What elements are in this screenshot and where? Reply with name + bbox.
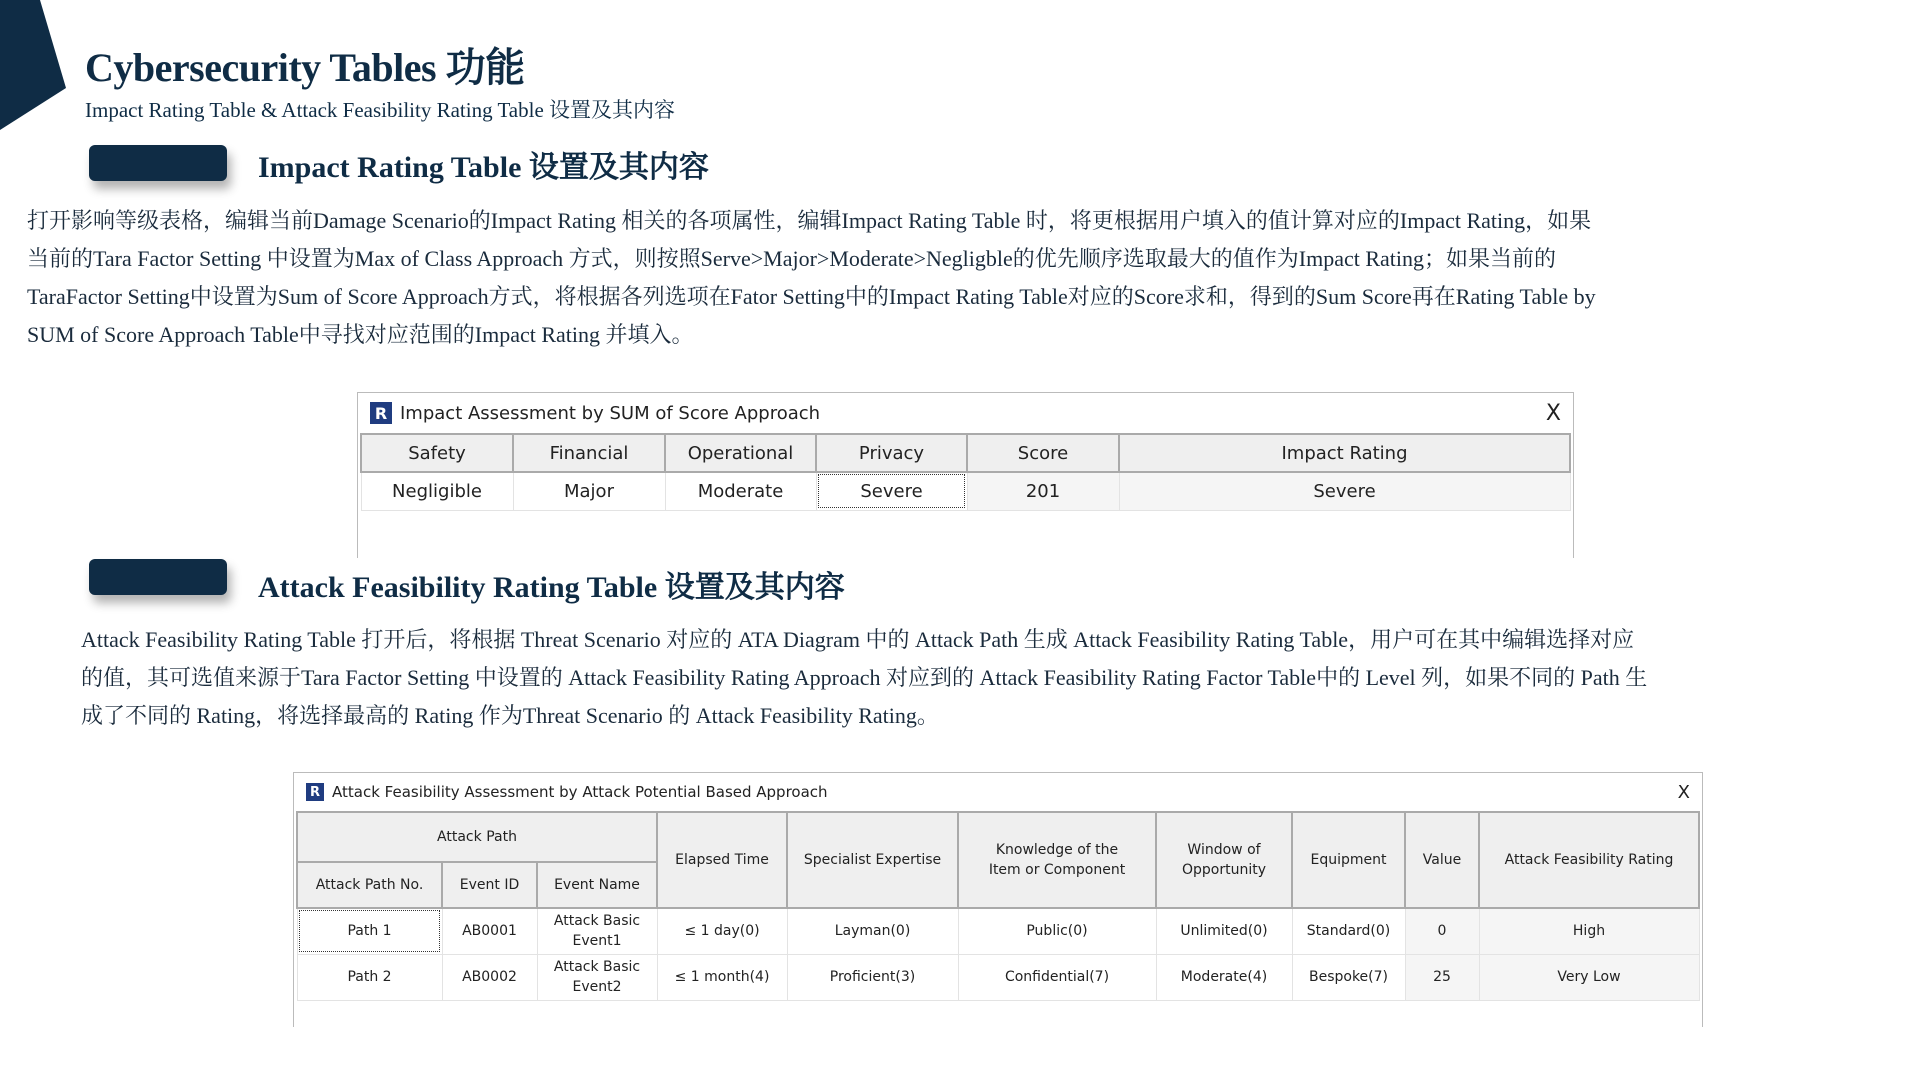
- column-header: Privacy: [816, 434, 967, 472]
- paragraph-line: 当前的Tara Factor Setting 中设置为Max of Class Approach 方式，则按照Serve>Major>Moderate>Negligble的优先顺序选取最大的值作为Impact Rating；如果当前的: [27, 246, 1557, 271]
- equipment-cell[interactable]: Bespoke(7): [1292, 954, 1405, 1000]
- column-header: Attack Path No.: [297, 862, 442, 908]
- paragraph-line: Attack Feasibility Rating Table 打开后，将根据 Threat Scenario 对应的 ATA Diagram 中的 Attack Path 生成 Attack Feasibility Rating Table，用户可在其中编辑选择对应: [81, 627, 1635, 652]
- dialog-title: Attack Feasibility Assessment by Attack Potential Based Approach: [332, 783, 828, 801]
- column-header: Window of Opportunity: [1156, 812, 1292, 908]
- section-heading-impact: Impact Rating Table 设置及其内容: [258, 151, 709, 184]
- column-header: Event ID: [442, 862, 537, 908]
- page-title: Cybersecurity Tables 功能: [85, 45, 525, 90]
- financial-cell[interactable]: Major: [513, 472, 665, 510]
- event-id-cell: AB0001: [442, 908, 537, 954]
- paragraph-line: TaraFactor Setting中设置为Sum of Score Approach方式，将根据各列选项在Fator Setting中的Impact Rating Table对应的Score求和，得到的Sum Score再在Rating Table by: [27, 284, 1596, 309]
- table-row: [297, 954, 1699, 1000]
- window-cell[interactable]: Moderate(4): [1156, 954, 1292, 1000]
- corner-decoration: [0, 0, 66, 130]
- impact-description: [27, 202, 1596, 354]
- column-header: Knowledge of the Item or Component: [958, 812, 1156, 908]
- column-header: Equipment: [1292, 812, 1405, 908]
- attack-feasibility-dialog: [293, 772, 1703, 1027]
- column-header: Operational: [665, 434, 816, 472]
- column-header: Score: [967, 434, 1119, 472]
- table-row: [297, 908, 1699, 954]
- knowledge-cell[interactable]: Confidential(7): [958, 954, 1156, 1000]
- column-header: Safety: [361, 434, 513, 472]
- close-icon[interactable]: X: [1545, 400, 1561, 426]
- rating-cell: High: [1479, 908, 1699, 954]
- operational-cell[interactable]: Moderate: [665, 472, 816, 510]
- event-name-cell: Attack Basic Event1: [537, 908, 657, 954]
- app-logo-icon: R: [370, 402, 392, 424]
- expertise-cell[interactable]: Proficient(3): [787, 954, 958, 1000]
- rating-cell: Very Low: [1479, 954, 1699, 1000]
- column-header: Elapsed Time: [657, 812, 787, 908]
- dialog-title: Impact Assessment by SUM of Score Approach: [400, 402, 821, 424]
- score-cell: 201: [967, 472, 1119, 510]
- column-header: Attack Feasibility Rating: [1479, 812, 1699, 908]
- column-header: Event Name: [537, 862, 657, 908]
- close-icon[interactable]: X: [1677, 781, 1690, 803]
- group-header-attack-path: Attack Path: [297, 812, 657, 862]
- paragraph-line: 成了不同的 Rating，将选择最高的 Rating 作为Threat Scenario 的 Attack Feasibility Rating。: [81, 703, 939, 728]
- section-heading-attack: Attack Feasibility Rating Table 设置及其内容: [258, 571, 845, 604]
- impact-table: [360, 433, 1571, 511]
- column-header: Impact Rating: [1119, 434, 1570, 472]
- elapsed-time-cell[interactable]: ≤ 1 day(0): [657, 908, 787, 954]
- path-no-cell[interactable]: Path 1: [297, 908, 442, 954]
- elapsed-time-cell[interactable]: ≤ 1 month(4): [657, 954, 787, 1000]
- paragraph-line: 的值，其可选值来源于Tara Factor Setting 中设置的 Attack Feasibility Rating Approach 对应到的 Attack Feasibility Rating Factor Table中的 Level 列，如果不同的 Path 生: [81, 665, 1648, 690]
- safety-cell[interactable]: Negligible: [361, 472, 513, 510]
- section-marker: [89, 145, 227, 181]
- app-logo-icon: R: [306, 783, 324, 801]
- column-header: Financial: [513, 434, 665, 472]
- equipment-cell[interactable]: Standard(0): [1292, 908, 1405, 954]
- privacy-cell[interactable]: Severe: [816, 472, 967, 510]
- window-cell[interactable]: Unlimited(0): [1156, 908, 1292, 954]
- impact-rating-cell: Severe: [1119, 472, 1570, 510]
- value-cell: 0: [1405, 908, 1479, 954]
- paragraph-line: SUM of Score Approach Table中寻找对应范围的Impact Rating 并填入。: [27, 322, 694, 347]
- dialog-titlebar: [358, 393, 1573, 433]
- dialog-titlebar: [294, 773, 1702, 811]
- event-id-cell: AB0002: [442, 954, 537, 1000]
- expertise-cell[interactable]: Layman(0): [787, 908, 958, 954]
- value-cell: 25: [1405, 954, 1479, 1000]
- paragraph-line: 打开影响等级表格，编辑当前Damage Scenario的Impact Rating 相关的各项属性，编辑Impact Rating Table 时，将更根据用户填入的值计算对应的Impact Rating，如果: [27, 208, 1592, 233]
- impact-assessment-dialog: [357, 392, 1574, 558]
- column-header: Specialist Expertise: [787, 812, 958, 908]
- page-subtitle: Impact Rating Table & Attack Feasibility Rating Table 设置及其内容: [85, 98, 676, 122]
- path-no-cell[interactable]: Path 2: [297, 954, 442, 1000]
- knowledge-cell[interactable]: Public(0): [958, 908, 1156, 954]
- table-row: [361, 472, 1570, 510]
- event-name-cell: Attack Basic Event2: [537, 954, 657, 1000]
- attack-description: [81, 621, 1647, 735]
- section-marker: [89, 559, 227, 595]
- attack-feasibility-table: [296, 811, 1700, 1001]
- column-header: Value: [1405, 812, 1479, 908]
